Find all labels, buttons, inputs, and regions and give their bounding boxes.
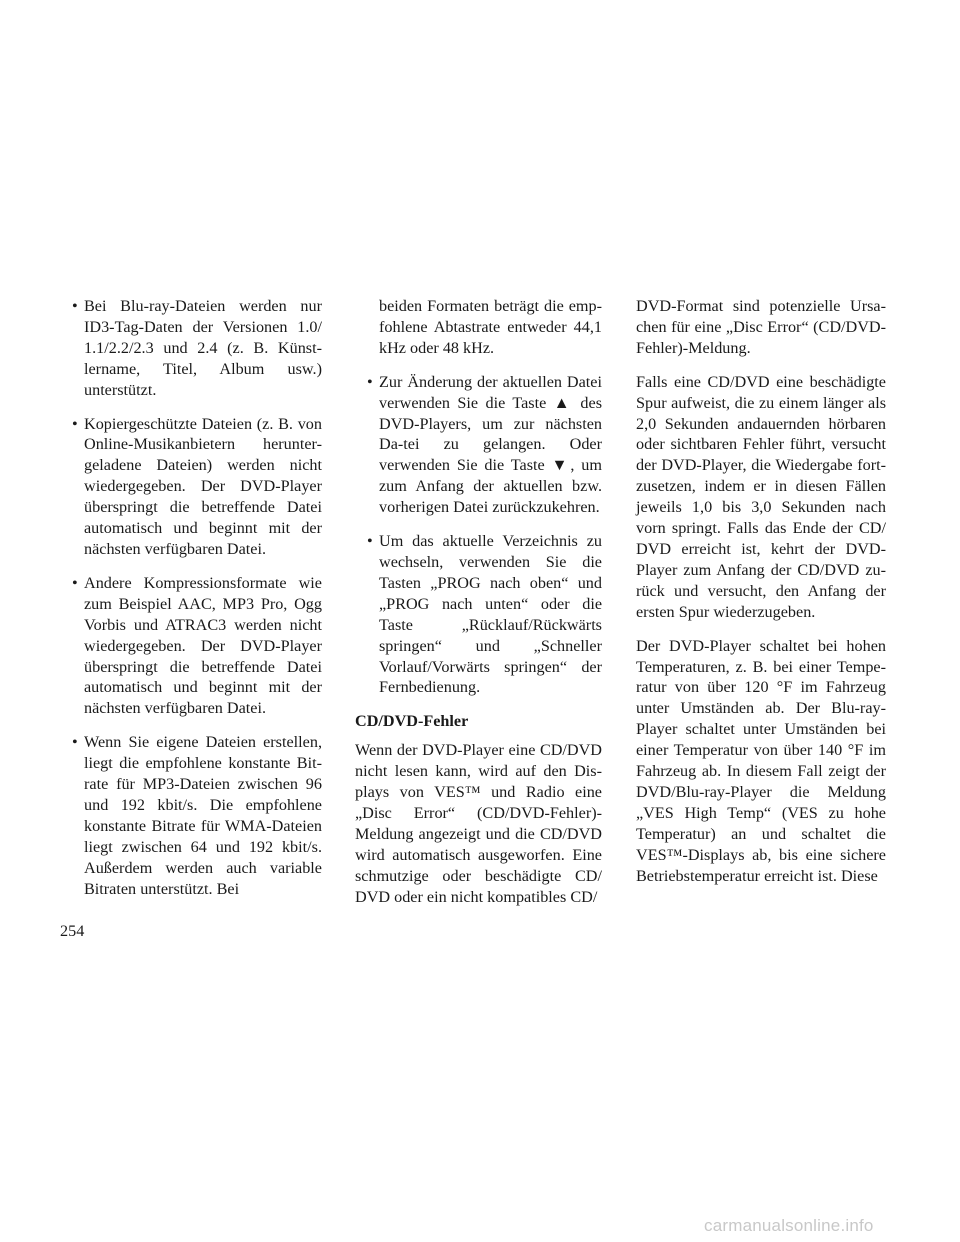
bullet-icon: • xyxy=(72,733,78,752)
list-item: • Zur Änderung der aktuellen Datei verwenden Sie die Taste ▲ des DVD-Players, um zur nächsten Da-tei zu gelangen. Oder verwenden Sie die Taste ▼, um zum Anfang der aktuellen bzw. vorherigen Datei zurückzukehren. xyxy=(367,372,602,517)
section-heading: CD/DVD-Fehler xyxy=(355,712,469,731)
bullet-icon: • xyxy=(72,297,78,315)
page-number: 254 xyxy=(60,922,85,940)
bullet-icon: • xyxy=(72,573,78,592)
list-item: • Um das aktuelle Verzeichnis zu wechseln, verwenden Sie die Tasten „PROG nach oben“ und „PROG nach unten“ oder die Taste „Rücklauf/Rückwärts springen“ und „Schneller Vorlauf/Vorwärts springen“ der Fernbedienung. xyxy=(367,532,602,697)
list-item: • Wenn Sie eigene Dateien erstellen, liegt die empfohlene konstante Bit-rate für MP3-Dateien zwischen 96 und 192 kbit/s. Die empfohlene konstante Bitrate für WMA-Dateien liegt zwischen 64 und 192 kbit/s. Außerdem werden auch variable Bitraten unterstützt. Bei xyxy=(72,733,322,898)
paragraph: Falls eine CD/DVD eine beschädigte Spur aufweist, die zu einem länger als 2,0 Sekunden andauernden hörbaren oder sichtbaren Fehler führt, versucht der DVD-Player, die Wiedergabe fort-zusetzen, indem er in diesen Fällen jeweils 1,0 bis 3,0 Sekunden nach vorn springt. Falls das Ende der CD/ DVD erreicht ist, kehrt der DVD-Player zum Anfang der CD/DVD zu-rück und versucht, den Anfang der ersten Spur wiederzugeben. xyxy=(636,372,886,621)
column-left xyxy=(60,296,322,912)
bullet-icon: • xyxy=(72,414,78,433)
bullet-icon: • xyxy=(367,372,373,391)
bullet-icon: • xyxy=(367,532,373,551)
watermark: carmanualsonline.info xyxy=(704,1216,874,1235)
paragraph: DVD-Format sind potenzielle Ursa-chen für eine „Disc Error“ (CD/DVD-Fehler)-Meldung. xyxy=(636,297,886,357)
column-middle xyxy=(355,296,602,920)
continued-text: beiden Formaten beträgt die emp-fohlene Abtastrate entweder 44,1 kHz oder 48 kHz. xyxy=(379,297,602,357)
list-item: • Andere Kompressionsformate wie zum Beispiel AAC, MP3 Pro, Ogg Vorbis und ATRAC3 werden nicht wiedergegeben. Der DVD-Player überspringt die betreffende Datei automatisch und beginnt mit der nächsten verfügbaren Datei. xyxy=(72,573,322,718)
paragraph: Wenn der DVD-Player eine CD/DVD nicht lesen kann, wird auf den Dis-plays von VES™ und Radio eine „Disc Error“ (CD/DVD-Fehler)-Meldung angezeigt und die CD/DVD wird automatisch ausgeworfen. Eine schmutzige oder beschädigte CD/ DVD oder ein nicht kompatibles CD/ xyxy=(355,741,602,906)
bullet-list xyxy=(60,296,322,899)
bullet-list xyxy=(355,372,602,699)
column-right xyxy=(636,296,886,899)
paragraph: Der DVD-Player schaltet bei hohen Temperaturen, z. B. bei einer Tempe-ratur von über 120 °F im Fahrzeug unter Umständen ab. Der Blu-ray-Player schaltet unter Umständen bei einer Temperatur von über 140 °F im Fahrzeug ab. In diesem Fall zeigt der DVD/Blu-ray-Player die Meldung „VES High Temp“ (VES zu hohe Temperatur) an und schaltet die VES™-Displays ab, bis eine sichere Betriebstemperatur erreicht ist. Diese xyxy=(636,636,886,885)
list-item: • Kopiergeschützte Dateien (z. B. von Online-Musikanbietern herunter-geladene Dateien) werden nicht wiedergegeben. Der DVD-Player überspringt die betreffende Datei automatisch und beginnt mit der nächsten verfügbaren Datei. xyxy=(72,414,322,558)
list-item: • Bei Blu-ray-Dateien werden nur ID3-Tag-Daten der Versionen 1.0/ 1.1/2.2/2.3 und 2.4 (z. B. Künst-lername, Titel, Album usw.) unterstützt. xyxy=(72,297,322,399)
